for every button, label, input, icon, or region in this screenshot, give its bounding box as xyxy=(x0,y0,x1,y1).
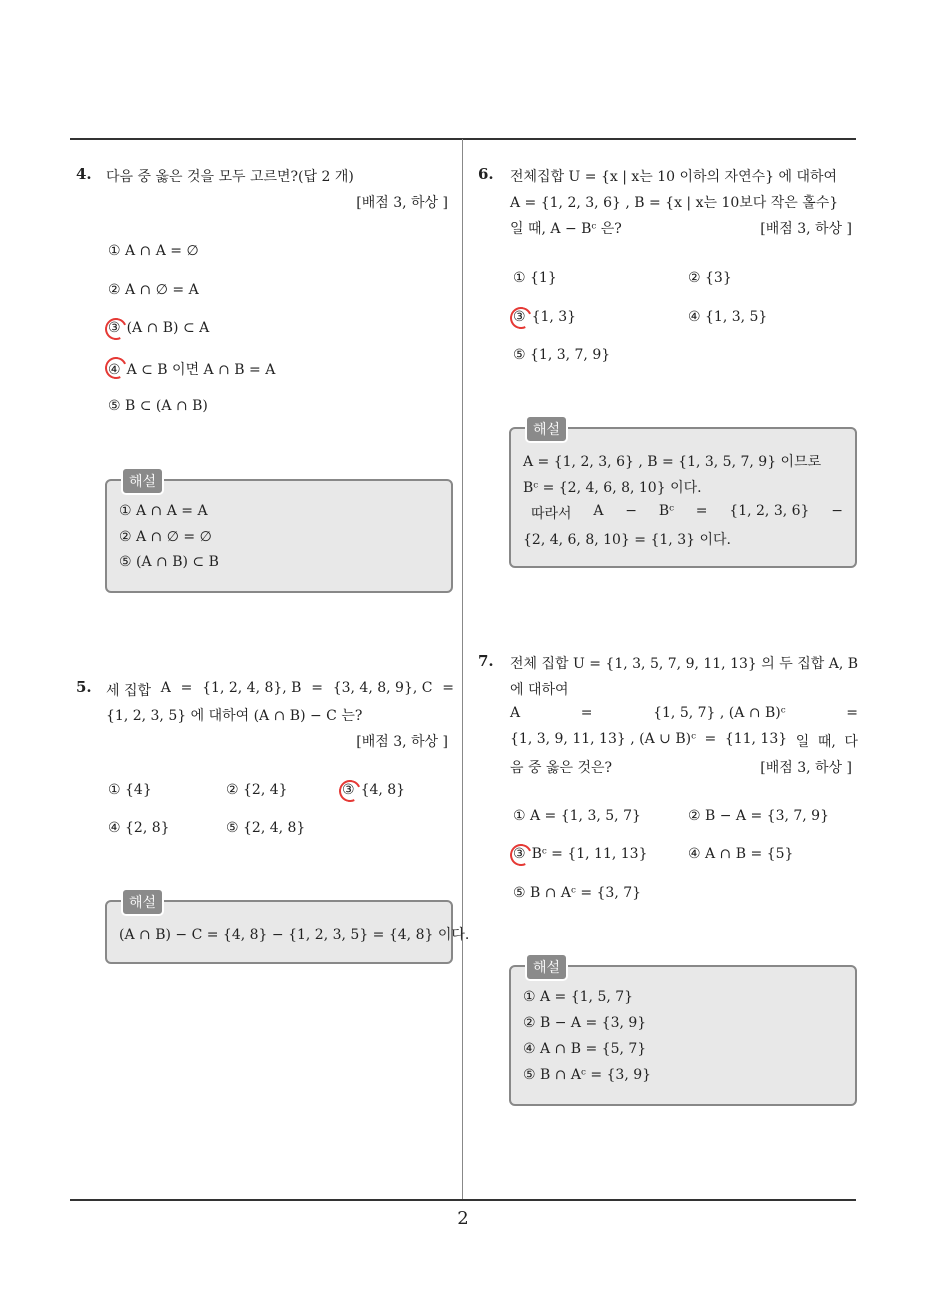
problem-text: A = {1, 2, 3, 6} , B = {x | x는 10보다 작은 홀수} xyxy=(510,195,839,211)
text-fragment: {1, 2, 4, 8}, B xyxy=(202,680,302,696)
page-number: 2 xyxy=(457,1208,469,1229)
solution-box xyxy=(105,474,453,593)
solution-line: ⑤ (A ∩ B) ⊂ B xyxy=(119,554,219,570)
choice-2[interactable]: ② {3} xyxy=(688,270,732,286)
text-fragment: = xyxy=(580,705,593,721)
text-fragment: 일 xyxy=(795,734,810,750)
text-fragment: = xyxy=(695,503,708,519)
solution-tag: 해설 xyxy=(121,467,164,495)
column-divider xyxy=(462,139,463,1201)
problem-number: 7. xyxy=(478,652,494,670)
score-label: [배점 3, 하상 ] xyxy=(356,195,448,211)
choice-5[interactable]: ⑤ B ∩ Aᶜ = {3, 7} xyxy=(513,885,642,901)
choice-text: {1, 3} xyxy=(531,309,577,325)
choice-text: A ⊂ B 이면 A ∩ B = A xyxy=(126,362,276,378)
solution-box xyxy=(509,422,857,568)
choice-2[interactable]: ② A ∩ ∅ = A xyxy=(108,282,199,298)
text-fragment: 다 xyxy=(844,734,858,750)
choice-text: (A ∩ B) ⊂ A xyxy=(126,320,210,336)
choice-number: ③ xyxy=(108,320,121,336)
text-fragment: = xyxy=(180,680,193,696)
solution-tag: 해설 xyxy=(121,888,164,916)
text-fragment: Bᶜ xyxy=(658,503,674,519)
problem-number: 4. xyxy=(76,165,92,183)
solution-line: {2, 4, 6, 8, 10} = {1, 3} 이다. xyxy=(523,532,731,548)
problem-text: {1, 2, 3, 5} 에 대하여 (A ∩ B) − C 는? xyxy=(106,708,363,724)
choice-text: {4, 8} xyxy=(360,782,406,798)
choice-1[interactable]: ① A ∩ A = ∅ xyxy=(108,243,199,259)
problem-text: 전체 집합 U = {1, 3, 5, 7, 9, 11, 13} 의 두 집합 A, B xyxy=(510,656,859,672)
text-fragment: 따라서 xyxy=(531,506,572,522)
choice-2[interactable]: ② B − A = {3, 7, 9} xyxy=(688,808,829,824)
problem-number: 5. xyxy=(76,678,92,696)
bottom-rule xyxy=(70,1199,856,1201)
text-fragment: A xyxy=(593,503,604,519)
problem-text: 에 대하여 xyxy=(510,682,569,698)
solution-line xyxy=(531,503,843,523)
score-label: [배점 3, 하상 ] xyxy=(356,734,448,750)
text-fragment: − xyxy=(831,503,843,519)
text-fragment: − xyxy=(625,503,638,519)
choice-5[interactable]: ⑤ {1, 3, 7, 9} xyxy=(513,347,611,363)
solution-line: ⑤ B ∩ Aᶜ = {3, 9} xyxy=(523,1067,652,1083)
text-fragment: = xyxy=(442,680,454,696)
choice-3[interactable] xyxy=(513,846,647,862)
choice-number: ④ xyxy=(108,362,121,378)
text-fragment: {11, 13} xyxy=(724,731,788,747)
choice-number: ③ xyxy=(513,309,526,325)
solution-line: ① A = {1, 5, 7} xyxy=(523,989,634,1005)
problem-text: 다음 중 옳은 것을 모두 고르면?(답 2 개) xyxy=(106,169,354,185)
solution-line: ④ A ∩ B = {5, 7} xyxy=(523,1041,647,1057)
choice-4[interactable]: ④ {1, 3, 5} xyxy=(688,309,768,325)
solution-tag: 해설 xyxy=(525,953,568,981)
choice-5[interactable]: ⑤ {2, 4, 8} xyxy=(226,820,306,836)
text-fragment: = xyxy=(704,731,717,747)
solution-tag: 해설 xyxy=(525,415,568,443)
choice-1[interactable]: ① A = {1, 3, 5, 7} xyxy=(513,808,641,824)
solution-line: ② B − A = {3, 9} xyxy=(523,1015,647,1031)
solution-line: A = {1, 2, 3, 6} , B = {1, 3, 5, 7, 9} 이므로 xyxy=(523,454,822,470)
problem-number: 6. xyxy=(478,165,494,183)
text-fragment: 때, xyxy=(817,734,836,750)
text-fragment: {1, 2, 3, 6} xyxy=(729,503,810,519)
choice-4[interactable]: ④ A ∩ B = {5} xyxy=(688,846,794,862)
top-rule xyxy=(70,138,856,140)
problem-text: 전체집합 U = {x | x는 10 이하의 자연수} 에 대하여 xyxy=(510,169,838,185)
text-fragment: {1, 5, 7} , (A ∩ B)ᶜ xyxy=(653,705,786,721)
choice-1[interactable]: ① {1} xyxy=(513,270,557,286)
choice-number: ③ xyxy=(342,782,355,798)
text-fragment: 세 집합 xyxy=(106,683,152,699)
choice-4[interactable]: ④ {2, 8} xyxy=(108,820,170,836)
solution-line: (A ∩ B) − C = {4, 8} − {1, 2, 3, 5} = {4, 8} 이다. xyxy=(119,927,470,943)
problem-text: 일 때, A − Bᶜ 은? xyxy=(510,221,622,237)
text-fragment: {1, 3, 9, 11, 13} , (A ∪ B)ᶜ xyxy=(510,731,696,747)
problem-text: 음 중 옳은 것은? xyxy=(510,760,613,776)
choice-4[interactable] xyxy=(108,359,275,379)
problem-text xyxy=(106,680,454,700)
solution-box xyxy=(105,895,470,964)
text-fragment: = xyxy=(846,705,858,721)
choice-number: ③ xyxy=(513,846,526,862)
choice-1[interactable]: ① {4} xyxy=(108,782,152,798)
text-fragment: {3, 4, 8, 9}, C xyxy=(332,680,433,696)
solution-line: ① A ∩ A = A xyxy=(119,503,208,519)
problem-text xyxy=(510,731,858,751)
solution-box xyxy=(509,960,857,1106)
text-fragment: = xyxy=(311,680,323,696)
choice-5[interactable]: ⑤ B ⊂ (A ∩ B) xyxy=(108,398,208,414)
solution-line: Bᶜ = {2, 4, 6, 8, 10} 이다. xyxy=(523,480,702,496)
text-fragment: A xyxy=(510,705,521,721)
score-label: [배점 3, 하상 ] xyxy=(760,760,852,776)
problem-text xyxy=(510,705,858,721)
solution-line: ② A ∩ ∅ = ∅ xyxy=(119,529,212,545)
text-fragment: A xyxy=(160,680,171,696)
choice-2[interactable]: ② {2, 4} xyxy=(226,782,288,798)
choice-text: Bᶜ = {1, 11, 13} xyxy=(531,846,648,862)
score-label: [배점 3, 하상 ] xyxy=(760,221,852,237)
